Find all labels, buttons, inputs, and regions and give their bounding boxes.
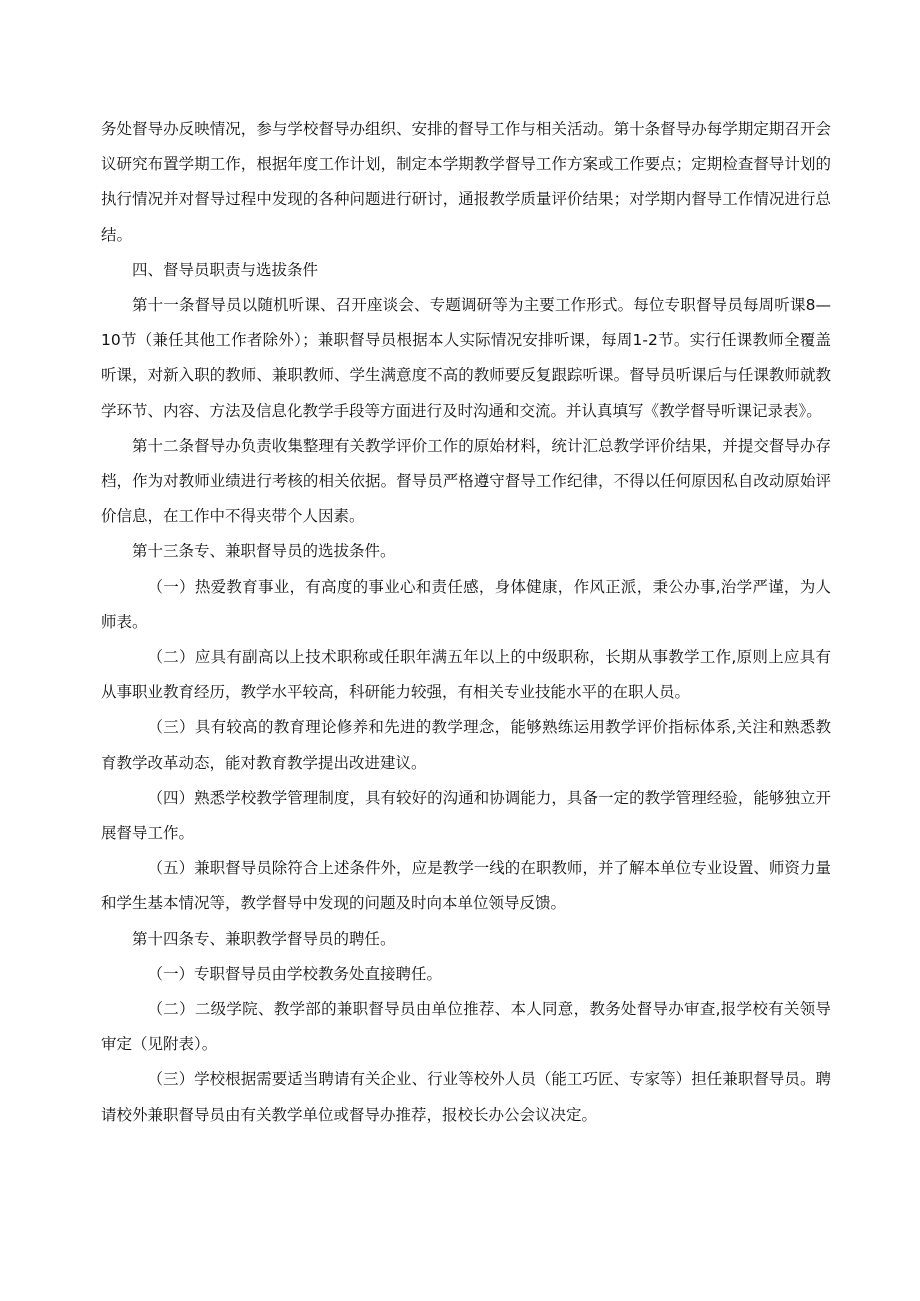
article-14-heading: 第十四条专、兼职教学督导员的聘任。 — [132, 929, 396, 948]
article-13-heading: 第十三条专、兼职督导员的选拔条件。 — [132, 542, 396, 561]
section-heading-supervisor-duties: 四、督导员职责与选拔条件 — [132, 260, 319, 279]
paragraph-continuation: 务处督导办反映情况，参与学校督导办组织、安排的督导工作与相关活动。第十条督导办每学期定期召开会议研究布置学期工作，根据年度工作计划，制定本学期教学督导工作方案或工作要点；定期检查督导计划的执行情况并对督导过程中发现的各种问题进行研讨，通报教学质量评价结果；对学期内督导工作情况进行总结。 — [101, 120, 831, 244]
article-13-item-3: （三）具有较高的教育理论修养和先进的教学理念，能够熟练运用教学评价指标体系,关注和熟悉教育教学改革动态，能对教育教学提出改进建议。 — [101, 718, 831, 772]
article-13-item-2: （二）应具有副高以上技术职称或任职年满五年以上的中级职称，长期从事教学工作,原则上应具有从事职业教育经历，教学水平较高，科研能力较强，有相关专业技能水平的在职人员。 — [101, 648, 831, 702]
article-13-item-1: （一）热爱教育事业，有高度的事业心和责任感，身体健康，作风正派，秉公办事,治学严谨，为人师表。 — [101, 577, 831, 631]
article-14-item-1: （一）专职督导员由学校教务处直接聘任。 — [147, 964, 443, 983]
article-11-paragraph: 第十一条督导员以随机听课、召开座谈会、专题调研等为主要工作形式。每位专职督导员每周听课8—10节（兼任其他工作者除外）；兼职督导员根据本人实际情况安排听课，每周1-2节。实行任课教师全覆盖听课，对新入职的教师、兼职教师、学生满意度不高的教师要反复跟踪听课。督导员听课后与任课教师就教学环节、内容、方法及信息化教学手段等方面进行及时沟通和交流。并认真填写《教学督导听课记录表》。 — [101, 296, 831, 420]
document-body — [101, 112, 831, 1133]
article-14-item-2: （二）二级学院、教学部的兼职督导员由单位推荐、本人同意，教务处督导办审查,报学校有关领导审定（见附表）。 — [101, 1000, 831, 1054]
article-13-item-5: （五）兼职督导员除符合上述条件外，应是教学一线的在职教师，并了解本单位专业设置、师资力量和学生基本情况等，教学督导中发现的问题及时向本单位领导反馈。 — [101, 859, 831, 913]
article-12-paragraph: 第十二条督导办负责收集整理有关教学评价工作的原始材料，统计汇总教学评价结果，并提交督导办存档，作为对教师业绩进行考核的相关依据。督导员严格遵守督导工作纪律，不得以任何原因私自改动原始评价信息，在工作中不得夹带个人因素。 — [101, 436, 831, 526]
article-14-item-3: （三）学校根据需要适当聘请有关企业、行业等校外人员（能工巧匠、专家等）担任兼职督导员。聘请校外兼职督导员由有关教学单位或督导办推荐，报校长办公会议决定。 — [101, 1070, 831, 1124]
article-13-item-4: （四）熟悉学校教学管理制度，具有较好的沟通和协调能力，具备一定的教学管理经验，能够独立开展督导工作。 — [101, 788, 831, 843]
